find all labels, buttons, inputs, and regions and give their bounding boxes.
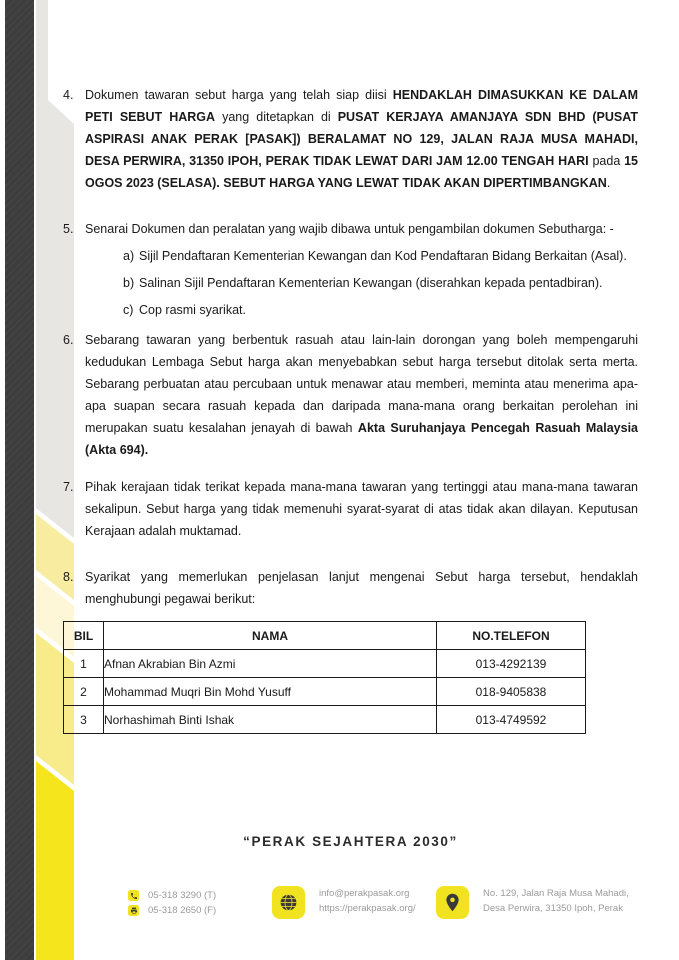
sub-item-text: Salinan Sijil Pendaftaran Kementerian Kewangan (diserahkan kepada pentadbiran). <box>139 276 603 290</box>
slogan-heading: “PERAK SEJAHTERA 2030” <box>243 834 458 849</box>
cell-bil: 2 <box>64 678 104 706</box>
item-text: Pihak kerajaan tidak terikat kepada mana-mana tawaran yang tertinggi atau mana-mana tawaran sekalipun. Sebut harga yang tidak memenuhi syarat-syarat di atas tidak akan dilayan. Keputusan Kerajaan adalah muktamad. <box>85 480 638 538</box>
item-text: Sebarang tawaran yang berbentuk rasuah atau lain-lain dorongan yang boleh mempengaruhi kedudukan Lembaga Sebut harga akan menyebabkan sebut harga tersebut ditolak serta merta. Sebarang perbuatan atau percubaan untuk menawar atau memberi, meminta atau menerima apa-apa suapan secara rasuah kepada dan daripada mana-mana orang berkaitan perolehan ini merupakan suatu kesalahan jenayah di bawah Akta Suruhanjaya Pencegah Rasuah Malaysia (Akta 694). <box>85 333 638 457</box>
phone-icon <box>128 890 139 901</box>
cell-bil: 1 <box>64 650 104 678</box>
footer-phone-block <box>128 888 216 918</box>
contact-table <box>63 621 586 734</box>
item-number: 7. <box>63 480 74 494</box>
item-text: Syarikat yang memerlukan penjelasan lanjut mengenai Sebut harga tersebut, hendaklah menghubungi pegawai berikut: <box>85 570 638 606</box>
footer-fax-row <box>128 903 216 918</box>
footer-phone-row <box>128 888 216 903</box>
item-text: Dokumen tawaran sebut harga yang telah siap diisi HENDAKLAH DIMASUKKAN KE DALAM PETI SEBUT HARGA yang ditetapkan di PUSAT KERJAYA AMANJAYA SDN BHD (PUSAT ASPIRASI ANAK PERAK [PASAK]) BERALAMAT NO 129, JALAN RAJA MUSA MAHADI, DESA PERWIRA, 31350 IPOH, PERAK TIDAK LEWAT DARI JAM 12.00 TENGAH HARI pada 15 OGOS 2023 (SELASA). SEBUT HARGA YANG LEWAT TIDAK AKAN DIPERTIMBANGKAN. <box>85 88 638 190</box>
sub-item <box>85 299 638 321</box>
table-row <box>64 650 586 678</box>
item-number: 8. <box>63 570 74 584</box>
cell-telefon: 013-4292139 <box>437 650 586 678</box>
footer-address-block <box>436 886 629 919</box>
sub-item <box>85 245 638 267</box>
table-row <box>64 706 586 734</box>
clause-list <box>63 84 638 610</box>
footer-email: info@perakpasak.org <box>319 888 410 899</box>
item-number: 5. <box>63 222 74 236</box>
sub-item-label: b) <box>123 276 135 290</box>
item-text: Senarai Dokumen dan peralatan yang wajib dibawa untuk pengambilan dokumen Sebutharga: - a) Sijil Pendaftaran Kementerian Kewangan dan Kod Pendaftaran Bidang Berkaitan (Asal). b) Salinan Sijil Pendaftaran Kementerian Kewangan (diserahkan kepada pentadbiran). c) Cop rasmi syarikat. <box>85 218 638 321</box>
sub-item-label: a) <box>123 249 135 263</box>
globe-icon <box>272 886 305 919</box>
sub-item-text: Sijil Pendaftaran Kementerian Kewangan dan Kod Pendaftaran Bidang Berkaitan (Asal). <box>139 249 627 263</box>
footer-web-text <box>319 886 416 916</box>
numbered-item <box>63 84 638 194</box>
sub-item-label: c) <box>123 303 134 317</box>
footer-address-line2: Desa Perwira, 31350 Ipoh, Perak <box>483 903 623 914</box>
footer-phone-number: 05-318 3290 (T) <box>148 890 217 901</box>
fax-icon <box>128 905 139 916</box>
item-number: 6. <box>63 333 74 347</box>
cell-nama: Norhashimah Binti Ishak <box>104 706 437 734</box>
cell-nama: Mohammad Muqri Bin Mohd Yusuff <box>104 678 437 706</box>
dark-stripe <box>5 0 34 960</box>
numbered-item <box>63 218 638 321</box>
footer-website: https://perakpasak.org/ <box>319 903 416 914</box>
cell-nama: Afnan Akrabian Bin Azmi <box>104 650 437 678</box>
col-header-bil: BIL <box>64 622 104 650</box>
cell-telefon: 013-4749592 <box>437 706 586 734</box>
footer-web-block <box>272 886 416 919</box>
sub-item <box>85 272 638 294</box>
item-number: 4. <box>63 88 74 102</box>
sub-item-text: Cop rasmi syarikat. <box>139 303 246 317</box>
document-body <box>63 84 638 734</box>
location-pin-icon <box>436 886 469 919</box>
numbered-item <box>63 329 638 461</box>
col-header-telefon: NO.TELEFON <box>437 622 586 650</box>
bright-yellow-stripe <box>36 761 74 960</box>
table-row <box>64 678 586 706</box>
cell-telefon: 018-9405838 <box>437 678 586 706</box>
numbered-item <box>63 566 638 610</box>
footer-fax-number: 05-318 2650 (F) <box>148 905 217 916</box>
col-header-nama: NAMA <box>104 622 437 650</box>
footer-address-text <box>483 886 629 916</box>
cell-bil: 3 <box>64 706 104 734</box>
footer-address-line1: No. 129, Jalan Raja Musa Mahadi, <box>483 888 629 899</box>
numbered-item <box>63 476 638 542</box>
table-header-row <box>64 622 586 650</box>
